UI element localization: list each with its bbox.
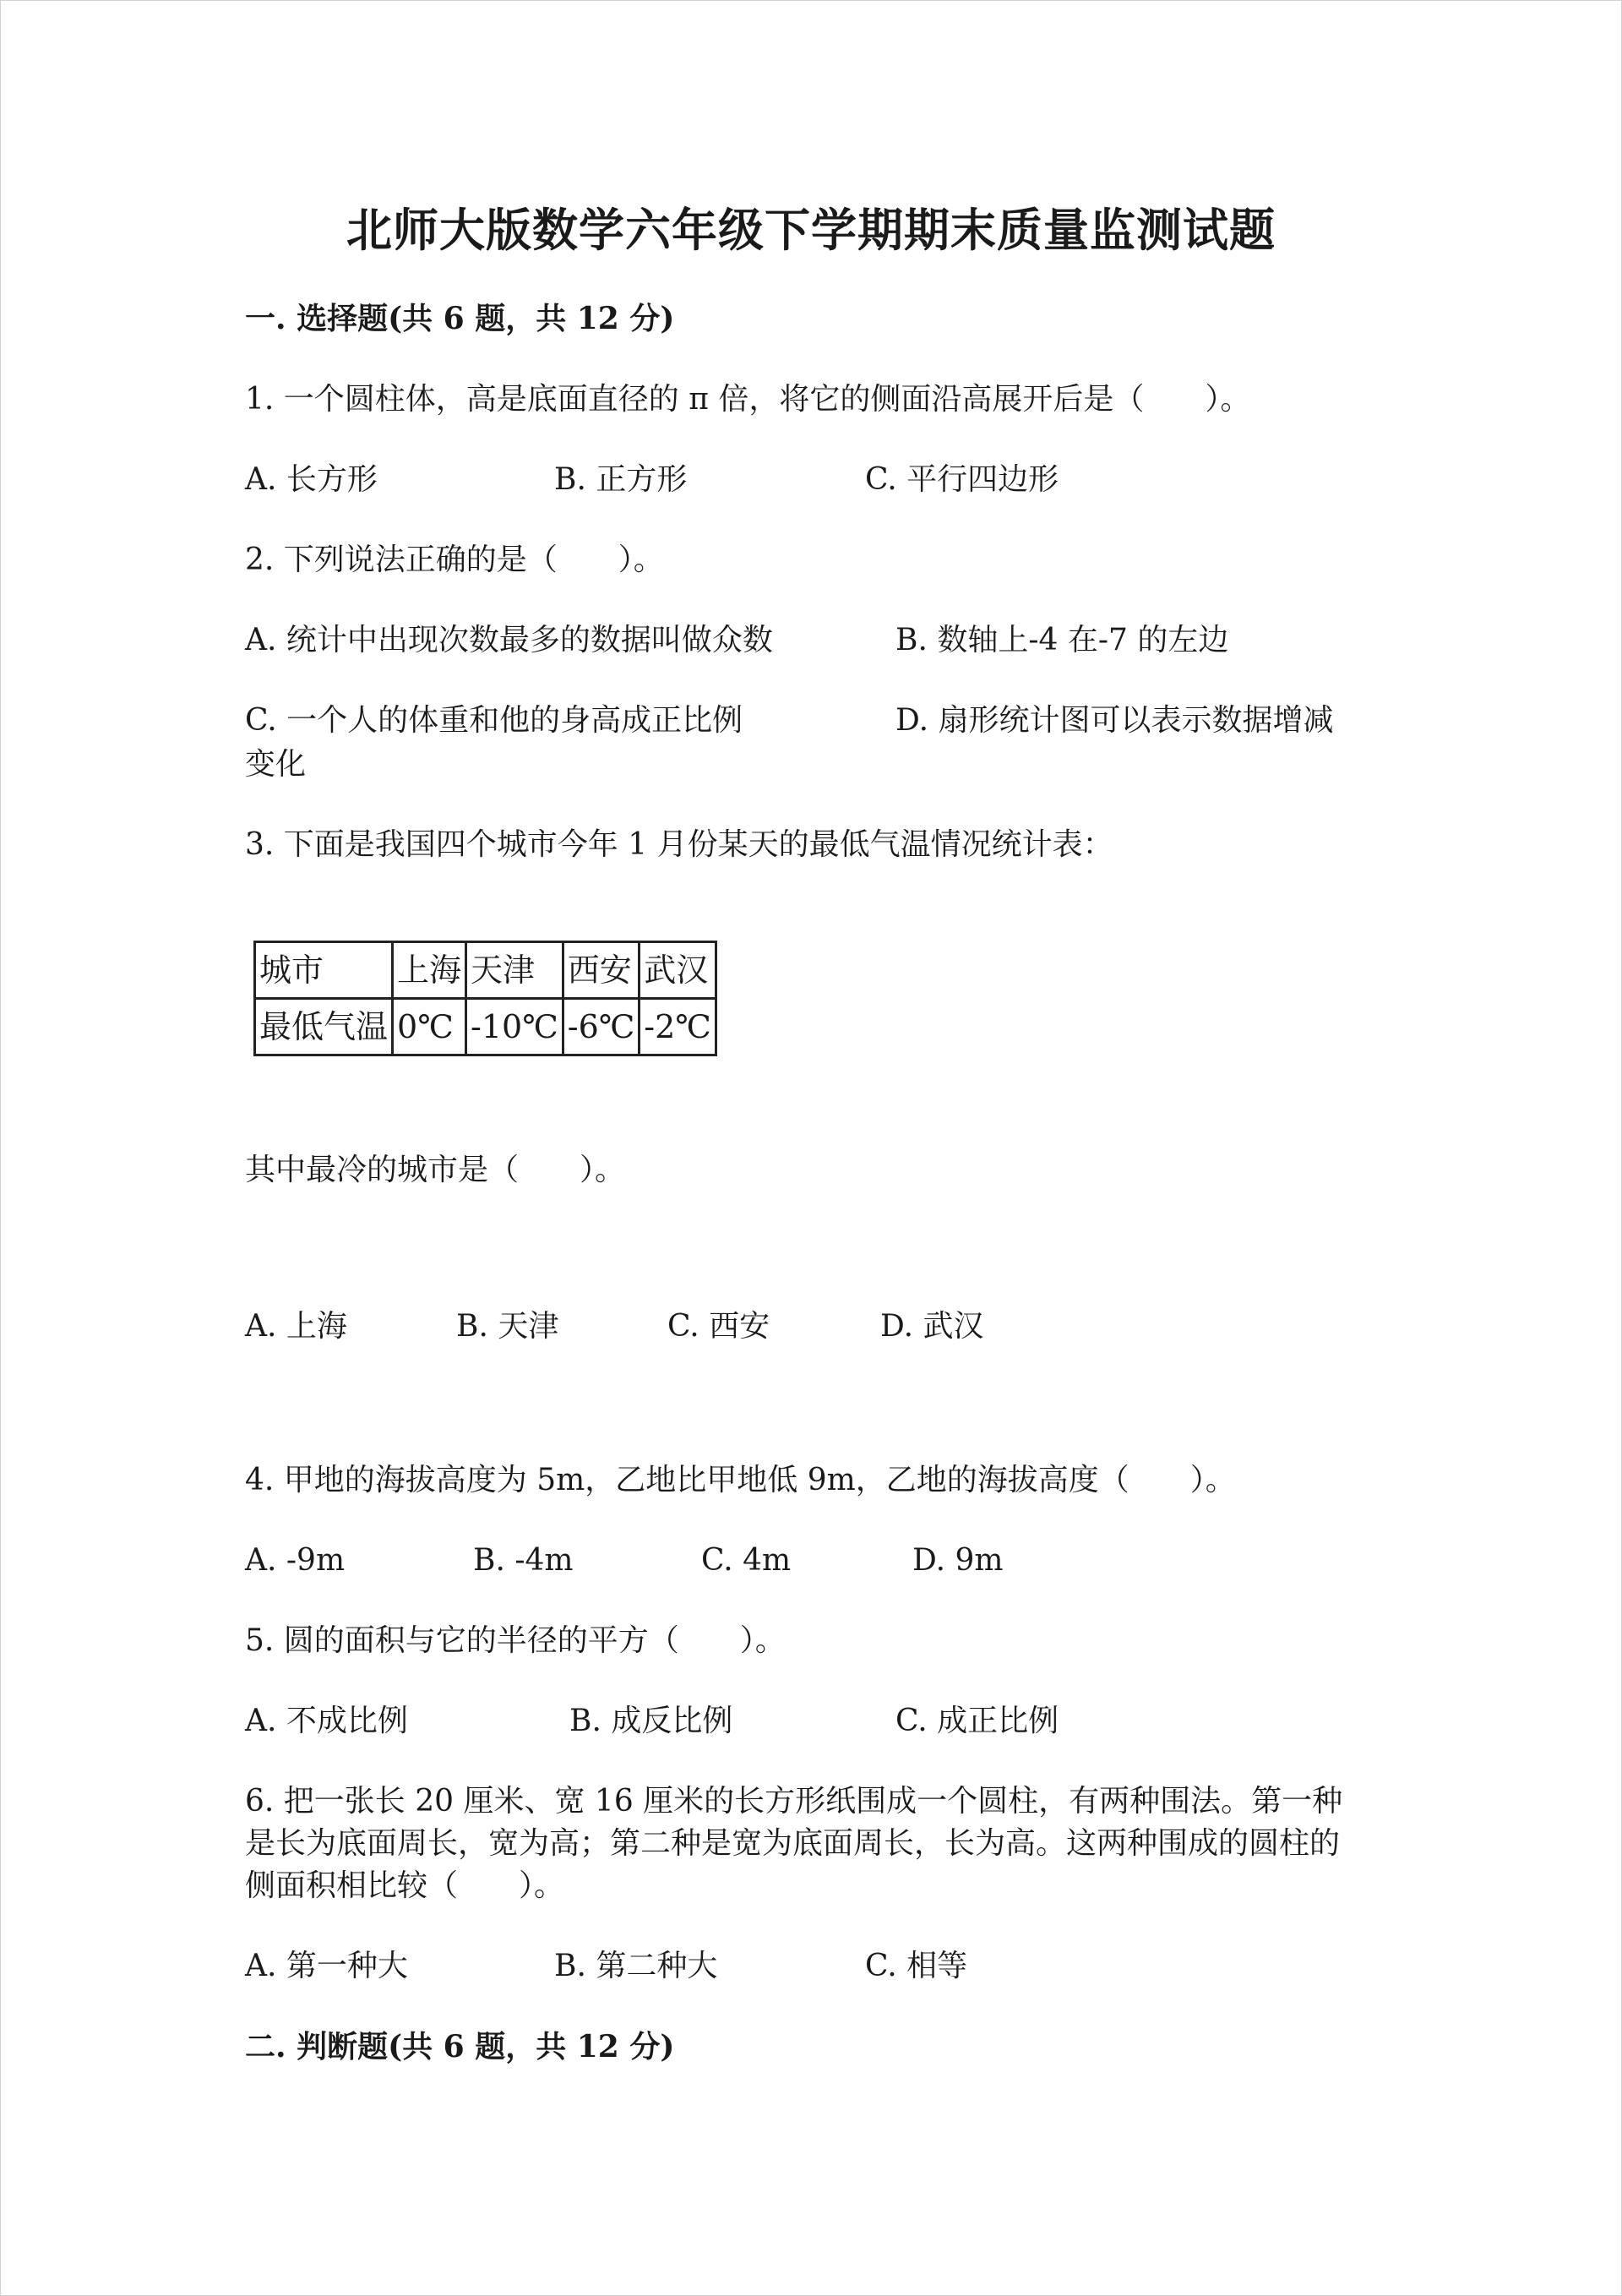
table-header-row xyxy=(255,942,716,999)
q1-option-b: B. 正方形 xyxy=(554,462,688,497)
table-cell: -2℃ xyxy=(640,999,716,1055)
table-cell: 西安 xyxy=(563,942,640,999)
q3-option-d: D. 武汉 xyxy=(880,1309,984,1344)
table-cell: 天津 xyxy=(466,942,563,999)
page-title: 北师大版数学六年级下学期期末质量监测试题 xyxy=(346,203,1276,257)
question-2-text: 2. 下列说法正确的是（ ）。 xyxy=(245,543,664,577)
q6-option-b: B. 第二种大 xyxy=(554,1949,718,1983)
table-cell: 最低气温 xyxy=(255,999,393,1055)
q5-option-a: A. 不成比例 xyxy=(245,1704,408,1738)
q2-option-b: B. 数轴上-4 在-7 的左边 xyxy=(895,623,1229,657)
question-3-text: 3. 下面是我国四个城市今年 1 月份某天的最低气温情况统计表： xyxy=(245,827,1113,862)
q3-option-b: B. 天津 xyxy=(456,1309,559,1344)
q5-option-c: C. 成正比例 xyxy=(895,1704,1059,1738)
table-cell: 城市 xyxy=(255,942,393,999)
q2-option-d: D. 扇形统计图可以表示数据增减 xyxy=(895,703,1334,738)
question-1-text: 1. 一个圆柱体，高是底面直径的 π 倍，将它的侧面沿高展开后是（ ）。 xyxy=(245,382,1251,417)
question-6-text: 6. 把一张长 20 厘米、宽 16 厘米的长方形纸围成一个圆柱，有两种围法。第一种是长为底面周长，宽为高；第二种是宽为底面周长，长为高。这两种围成的圆柱的侧面积相比较（ ）。 xyxy=(245,1784,1343,1903)
q4-option-b: B. -4m xyxy=(473,1543,574,1578)
q5-option-b: B. 成反比例 xyxy=(569,1704,733,1738)
table-cell: 上海 xyxy=(393,942,466,999)
q6-option-a: A. 第一种大 xyxy=(245,1949,408,1983)
table-cell: 武汉 xyxy=(640,942,716,999)
q2-option-d-continued: 变化 xyxy=(245,747,307,782)
question-4-text: 4. 甲地的海拔高度为 5m，乙地比甲地低 9m，乙地的海拔高度（ ）。 xyxy=(245,1463,1236,1497)
q3-option-a: A. 上海 xyxy=(245,1309,347,1344)
table-cell: 0℃ xyxy=(393,999,466,1055)
table-cell: -10℃ xyxy=(466,999,563,1055)
q1-option-a: A. 长方形 xyxy=(245,462,378,497)
q2-option-c: C. 一个人的体重和他的身高成正比例 xyxy=(245,703,743,738)
q4-option-d: D. 9m xyxy=(912,1543,1004,1578)
table-cell: -6℃ xyxy=(563,999,640,1055)
q4-option-c: C. 4m xyxy=(701,1543,792,1578)
question-3-followup: 其中最冷的城市是（ ）。 xyxy=(245,1153,626,1187)
q4-option-a: A. -9m xyxy=(245,1543,346,1578)
q6-option-c: C. 相等 xyxy=(865,1949,968,1983)
table-row xyxy=(255,999,716,1055)
q1-option-c: C. 平行四边形 xyxy=(865,462,1059,497)
section-1-heading: 一. 选择题(共 6 题，共 12 分) xyxy=(245,301,675,336)
section-2-heading: 二. 判断题(共 6 题，共 12 分) xyxy=(245,2029,675,2064)
temperature-table xyxy=(253,941,717,1056)
q2-option-a: A. 统计中出现次数最多的数据叫做众数 xyxy=(245,623,773,657)
question-5-text: 5. 圆的面积与它的半径的平方（ ）。 xyxy=(245,1623,786,1658)
q3-option-c: C. 西安 xyxy=(667,1309,770,1344)
